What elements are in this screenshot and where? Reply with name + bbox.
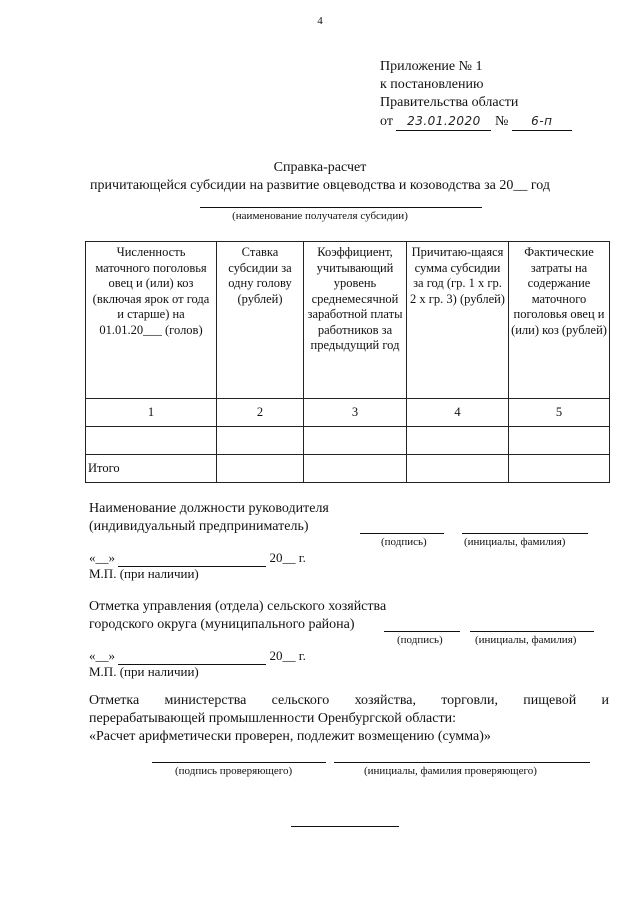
section1-year: 20__ г. — [269, 550, 306, 565]
column-number-2: 2 — [217, 399, 304, 427]
section1-signature-line — [360, 533, 444, 534]
section3-word: Отметка — [89, 693, 140, 708]
section3-word: пищевой — [523, 693, 577, 708]
document-subtitle: причитающейся субсидии на развитие овцеводства и козоводства за 20__ год — [90, 178, 550, 193]
section2-year: 20__ г. — [269, 648, 306, 663]
table-row — [86, 427, 610, 455]
header-cell-2: Ставка субсидии за одну голову (рублей) — [217, 242, 304, 399]
column-number-4: 4 — [407, 399, 509, 427]
section3-name-caption: (инициалы, фамилия проверяющего) — [364, 765, 537, 777]
section1-line-2: (индивидуальный предприниматель) — [89, 519, 309, 534]
date-value: 23.01.2020 — [396, 112, 491, 131]
section1-name-caption: (инициалы, фамилия) — [464, 536, 566, 548]
header-cell-3: Коэффициент, учитывающий уровень среднемесячной заработной платы работников за предыдущий год — [304, 242, 407, 399]
number-prefix: № — [494, 114, 509, 129]
number-value: 6-п — [512, 112, 572, 131]
section3-word: хозяйства, — [354, 693, 416, 708]
subsidy-table — [85, 241, 610, 483]
column-number-row — [86, 399, 610, 427]
section3-word: министерства — [164, 693, 247, 708]
section2-date-open: «__» — [89, 648, 115, 663]
section1-date-line — [89, 550, 306, 567]
section2-line-1: Отметка управления (отдела) сельского хозяйства — [89, 599, 387, 614]
section2-line-2: городского округа (муниципального района) — [89, 617, 355, 632]
section3-name-line — [334, 762, 590, 763]
table-cell — [407, 427, 509, 455]
total-row — [86, 455, 610, 483]
header-cell-1: Численность маточного поголовья овец и (или) коз (включая ярок от года и старше) на 01.01.20___ (голов) — [86, 242, 217, 399]
section2-date-blank — [118, 648, 266, 665]
section3-line-1 — [89, 693, 609, 709]
section2-signature-line — [384, 631, 460, 632]
table-cell — [407, 455, 509, 483]
section1-stamp: М.П. (при наличии) — [89, 566, 199, 581]
section2-name-line — [470, 631, 594, 632]
column-number-5: 5 — [509, 399, 610, 427]
column-number-3: 3 — [304, 399, 407, 427]
header-cell-4: Причитаю-щаяся сумма субсидии за год (гр. 1 х гр. 2 х гр. 3) (рублей) — [407, 242, 509, 399]
page-number: 4 — [317, 15, 323, 27]
table-cell — [217, 427, 304, 455]
appendix-line-1: Приложение № 1 — [380, 59, 483, 74]
section1-name-line — [462, 533, 588, 534]
section3-line-3: «Расчет арифметически проверен, подлежит возмещению (сумма)» — [89, 729, 491, 744]
recipient-name-line — [200, 207, 482, 208]
date-prefix: от — [380, 114, 393, 129]
section2-name-caption: (инициалы, фамилия) — [475, 634, 577, 646]
section2-sign-caption: (подпись) — [397, 634, 443, 646]
recipient-caption: (наименование получателя субсидии) — [232, 210, 408, 222]
appendix-date-line — [380, 112, 572, 131]
section2-stamp: М.П. (при наличии) — [89, 664, 199, 679]
document-title: Справка-расчет — [273, 160, 367, 175]
header-cell-5: Фактические затраты на содержание маточного поголовья овец и (или) коз (рублей) — [509, 242, 610, 399]
table-header-row — [86, 242, 610, 399]
section3-word: торговли, — [441, 693, 498, 708]
section1-sign-caption: (подпись) — [381, 536, 427, 548]
table-cell — [509, 455, 610, 483]
table-cell — [509, 427, 610, 455]
section3-line-2: перерабатывающей промышленности Оренбургской области: — [89, 711, 456, 726]
table-cell — [86, 427, 217, 455]
section1-date-blank — [118, 550, 266, 567]
section3-signature-line — [152, 762, 326, 763]
table-cell — [217, 455, 304, 483]
closing-divider — [291, 826, 399, 827]
table-cell — [304, 455, 407, 483]
section1-date-open: «__» — [89, 550, 115, 565]
total-label: Итого — [86, 455, 217, 483]
table-cell — [304, 427, 407, 455]
section1-line-1: Наименование должности руководителя — [89, 501, 329, 516]
appendix-line-3: Правительства области — [380, 95, 519, 110]
section2-date-line — [89, 648, 306, 665]
appendix-line-2: к постановлению — [380, 77, 484, 92]
column-number-1: 1 — [86, 399, 217, 427]
section3-sign-caption: (подпись проверяющего) — [175, 765, 293, 777]
section3-word: сельского — [271, 693, 330, 708]
section3-word: и — [601, 693, 609, 708]
